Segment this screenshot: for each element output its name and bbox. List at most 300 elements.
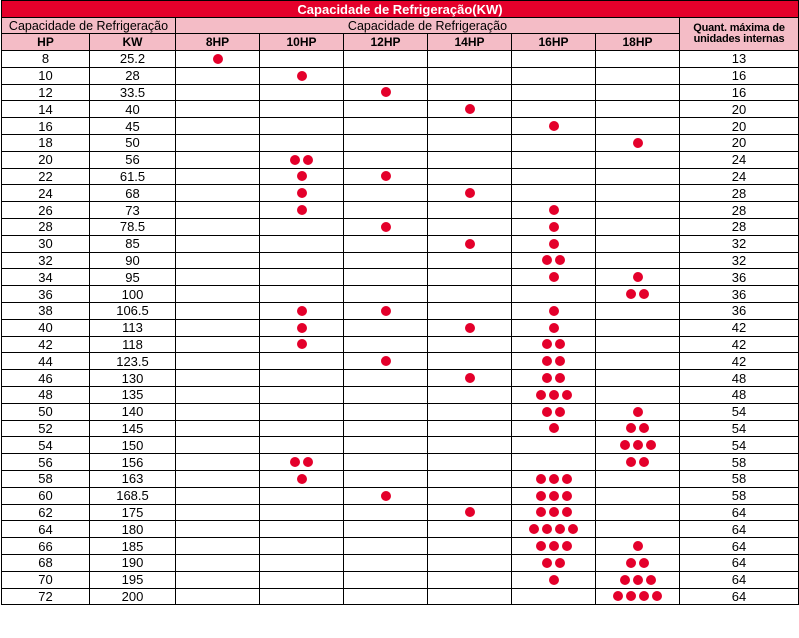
module-dot-icon [639,591,649,601]
module-cell [428,151,512,168]
max-units-cell: 16 [680,67,799,84]
table-row [2,403,799,420]
module-cell [428,336,512,353]
kw-cell: 123.5 [90,353,176,370]
module-cell [344,437,428,454]
kw-cell: 106.5 [90,302,176,319]
module-cell [176,571,260,588]
module-cell [344,521,428,538]
module-dot-icon [542,558,552,568]
hp-cell: 52 [2,420,90,437]
table-row [2,151,799,168]
module-dot-icon [536,390,546,400]
module-dots [512,253,595,268]
module-cell [512,571,596,588]
hp-cell: 12 [2,84,90,101]
max-units-cell: 28 [680,185,799,202]
module-cell [260,84,344,101]
module-cell [428,168,512,185]
table-row [2,319,799,336]
module-cell [176,202,260,219]
module-dot-icon [542,373,552,383]
module-cell [512,252,596,269]
module-cell [596,134,680,151]
module-dot-icon [297,71,307,81]
hp-cell: 8 [2,51,90,68]
module-dot-icon [303,457,313,467]
module-dot-icon [536,474,546,484]
module-cell [428,538,512,555]
module-dot-icon [381,87,391,97]
table-body [2,51,799,605]
module-cell [344,571,428,588]
module-cell [260,168,344,185]
kw-cell: 95 [90,269,176,286]
module-dot-icon [536,541,546,551]
max-units-cell: 54 [680,420,799,437]
module-cell [512,454,596,471]
module-cell [176,218,260,235]
table-row [2,420,799,437]
module-dots [344,354,427,369]
max-units-cell: 54 [680,403,799,420]
module-cell [596,51,680,68]
module-cell [344,370,428,387]
module-cell [428,521,512,538]
hp-cell: 14 [2,101,90,118]
module-cell [512,51,596,68]
hp-cell: 34 [2,269,90,286]
max-units-cell: 20 [680,118,799,135]
module-cell [176,588,260,605]
module-dot-icon [652,591,662,601]
table-row [2,353,799,370]
module-cell [596,386,680,403]
module-cell [344,134,428,151]
module-dots [260,303,343,318]
module-dots [596,539,679,554]
table-row [2,235,799,252]
table-row [2,470,799,487]
module-dot-icon [549,474,559,484]
hp-cell: 60 [2,487,90,504]
kw-cell: 28 [90,67,176,84]
module-cell [176,319,260,336]
module-dots [512,404,595,419]
module-cell [596,420,680,437]
module-cell [176,118,260,135]
module-cell [344,386,428,403]
module-cell [260,302,344,319]
max-units-cell: 64 [680,571,799,588]
module-cell [512,302,596,319]
max-units-cell: 58 [680,470,799,487]
module-cell [344,168,428,185]
module-cell [512,118,596,135]
max-units-header: Quant. máxima de unidades internas [680,18,799,51]
module-dots [596,438,679,453]
module-dots [512,488,595,503]
module-cell [260,504,344,521]
module-cell [596,302,680,319]
left-group-header: Capacidade de Refrigeração [2,18,176,34]
module-dot-icon [297,474,307,484]
module-cell [596,101,680,118]
module-dot-icon [549,121,559,131]
module-dot-icon [529,524,539,534]
module-dot-icon [646,575,656,585]
module-cell [260,386,344,403]
module-dot-icon [381,491,391,501]
hp-cell: 72 [2,588,90,605]
kw-cell: 50 [90,134,176,151]
module-cell [260,269,344,286]
max-units-cell: 42 [680,336,799,353]
table-row [2,168,799,185]
table-row [2,538,799,555]
module-dots [344,169,427,184]
hp-cell: 66 [2,538,90,555]
module-dots [344,219,427,234]
module-cell [428,84,512,101]
module-dots [512,236,595,251]
module-dots [596,589,679,604]
module-cell [428,252,512,269]
kw-cell: 118 [90,336,176,353]
module-cell [260,353,344,370]
max-units-cell: 24 [680,151,799,168]
kw-cell: 150 [90,437,176,454]
module-cell [176,302,260,319]
module-cell [176,269,260,286]
hp-cell: 46 [2,370,90,387]
module-dots [596,404,679,419]
module-dot-icon [620,440,630,450]
module-dot-icon [549,390,559,400]
module-dot-icon [290,155,300,165]
module-cell [512,286,596,303]
table-row [2,454,799,471]
module-cell [428,235,512,252]
max-units-cell: 36 [680,269,799,286]
module-dot-icon [639,423,649,433]
kw-cell: 185 [90,538,176,555]
module-cell [596,269,680,286]
module-dot-icon [549,423,559,433]
module-cell [176,185,260,202]
kw-cell: 168.5 [90,487,176,504]
module-dots [260,320,343,335]
module-cell [428,504,512,521]
kw-cell: 135 [90,386,176,403]
table-row [2,51,799,68]
module-dots [512,505,595,520]
module-cell [176,151,260,168]
max-units-cell: 54 [680,437,799,454]
module-cell [344,454,428,471]
kw-cell: 33.5 [90,84,176,101]
module-cell [428,319,512,336]
module-cell [596,185,680,202]
module-cell [428,202,512,219]
module-cell [344,84,428,101]
module-cell [596,538,680,555]
module-cell [512,101,596,118]
module-dots [260,68,343,83]
module-cell [596,504,680,521]
module-dot-icon [555,356,565,366]
module-cell [428,101,512,118]
module-dot-icon [381,222,391,232]
module-cell [596,252,680,269]
table-row [2,336,799,353]
hp-cell: 50 [2,403,90,420]
module-cell [260,252,344,269]
table-row [2,269,799,286]
module-dot-icon [639,289,649,299]
module-cell [344,470,428,487]
kw-cell: 130 [90,370,176,387]
module-cell [344,269,428,286]
hp-column-header: HP [2,34,90,51]
module-cell [344,588,428,605]
module-cell [596,286,680,303]
module-cell [176,235,260,252]
module-cell [260,218,344,235]
module-cell [428,353,512,370]
module-cell [260,101,344,118]
module-cell [344,67,428,84]
module-dot-icon [562,541,572,551]
module-cell [176,504,260,521]
module-dots [176,51,259,66]
kw-cell: 45 [90,118,176,135]
module-dots [512,371,595,386]
module-cell [512,319,596,336]
table-title: Capacidade de Refrigeração(KW) [2,1,799,18]
module-cell [176,336,260,353]
module-cell [512,403,596,420]
module-dot-icon [562,491,572,501]
module-cell [596,554,680,571]
kw-cell: 180 [90,521,176,538]
kw-cell: 145 [90,420,176,437]
hp-cell: 42 [2,336,90,353]
module-cell [260,521,344,538]
table-row [2,84,799,101]
module-cell [428,487,512,504]
module-dot-icon [542,524,552,534]
module-cell [344,118,428,135]
module-cell [344,554,428,571]
module-cell [344,185,428,202]
hp-cell: 26 [2,202,90,219]
module-cell [428,67,512,84]
module-dot-icon [626,558,636,568]
module-cell [596,487,680,504]
module-dots [512,539,595,554]
hp-cell: 56 [2,454,90,471]
module-dot-icon [303,155,313,165]
module-cell [512,470,596,487]
module-cell [596,571,680,588]
module-cell [512,487,596,504]
module-cell [512,353,596,370]
module-cell [260,118,344,135]
hp-cell: 10 [2,67,90,84]
hp-cell: 62 [2,504,90,521]
module-cell [512,521,596,538]
module-dot-icon [639,457,649,467]
max-units-cell: 58 [680,454,799,471]
module-cell [428,403,512,420]
max-units-cell: 28 [680,218,799,235]
module-cell [596,67,680,84]
module-dots [512,555,595,570]
module-dots [512,421,595,436]
module-cell [512,151,596,168]
hp-cell: 70 [2,571,90,588]
module-dot-icon [639,558,649,568]
kw-column-header: KW [90,34,176,51]
module-dots [260,169,343,184]
module-cell [512,168,596,185]
module-dot-icon [562,474,572,484]
module-cell [176,437,260,454]
module-cell [512,386,596,403]
module-dots [260,203,343,218]
table-row [2,134,799,151]
module-dot-icon [646,440,656,450]
module-dot-icon [536,491,546,501]
module-cell [512,420,596,437]
max-units-cell: 20 [680,134,799,151]
module-dots [596,287,679,302]
module-cell [344,286,428,303]
kw-cell: 68 [90,185,176,202]
hp-cell: 38 [2,302,90,319]
module-dots [344,85,427,100]
module-cell [596,437,680,454]
module-cell [260,554,344,571]
module-cell [596,202,680,219]
module-dot-icon [626,289,636,299]
module-cell [260,286,344,303]
module-dot-icon [555,524,565,534]
module-cell [176,454,260,471]
module-cell [176,51,260,68]
module-dots [512,337,595,352]
max-units-cell: 48 [680,370,799,387]
hp-cell: 30 [2,235,90,252]
kw-cell: 73 [90,202,176,219]
module-cell [344,51,428,68]
module-cell [428,185,512,202]
kw-cell: 90 [90,252,176,269]
table-row [2,202,799,219]
max-units-cell: 42 [680,319,799,336]
module-cell [176,252,260,269]
module-dot-icon [381,171,391,181]
module-cell [512,218,596,235]
module-dots [596,455,679,470]
module-cell [176,84,260,101]
module-cell [260,185,344,202]
module-cell [428,286,512,303]
module-cell [596,370,680,387]
module-18hp-header: 18HP [596,34,680,51]
module-dot-icon [549,575,559,585]
module-cell [260,319,344,336]
module-dot-icon [465,104,475,114]
module-dot-icon [290,457,300,467]
module-dots [428,102,511,117]
module-cell [512,67,596,84]
module-cell [344,403,428,420]
max-units-cell: 24 [680,168,799,185]
module-dot-icon [549,541,559,551]
hp-cell: 36 [2,286,90,303]
module-cell [344,487,428,504]
module-cell [260,67,344,84]
module-cell [596,319,680,336]
max-units-cell: 32 [680,252,799,269]
module-cell [428,302,512,319]
max-units-cell: 58 [680,487,799,504]
module-cell [428,269,512,286]
module-cell [512,370,596,387]
max-units-cell: 42 [680,353,799,370]
module-cell [176,470,260,487]
module-cell [260,420,344,437]
module-cell [260,370,344,387]
module-cell [428,470,512,487]
module-dots [512,572,595,587]
max-units-cell: 64 [680,504,799,521]
module-dots [512,219,595,234]
module-cell [260,437,344,454]
table-row [2,504,799,521]
module-cell [596,218,680,235]
module-8hp-header: 8HP [176,34,260,51]
module-cell [344,504,428,521]
module-cell [260,151,344,168]
module-cell [512,185,596,202]
module-dots [344,488,427,503]
capacity-table [1,0,799,605]
max-units-cell: 64 [680,554,799,571]
module-cell [512,134,596,151]
table-row [2,386,799,403]
module-dots [260,152,343,167]
module-dots [428,236,511,251]
module-dot-icon [297,188,307,198]
hp-cell: 32 [2,252,90,269]
module-cell [428,134,512,151]
module-cell [176,353,260,370]
module-cell [260,51,344,68]
kw-cell: 25.2 [90,51,176,68]
module-cell [176,386,260,403]
module-dots [428,320,511,335]
module-cell [512,588,596,605]
module-dot-icon [542,339,552,349]
hp-cell: 18 [2,134,90,151]
table-row [2,118,799,135]
module-cell [596,588,680,605]
module-dot-icon [633,575,643,585]
max-units-cell: 13 [680,51,799,68]
